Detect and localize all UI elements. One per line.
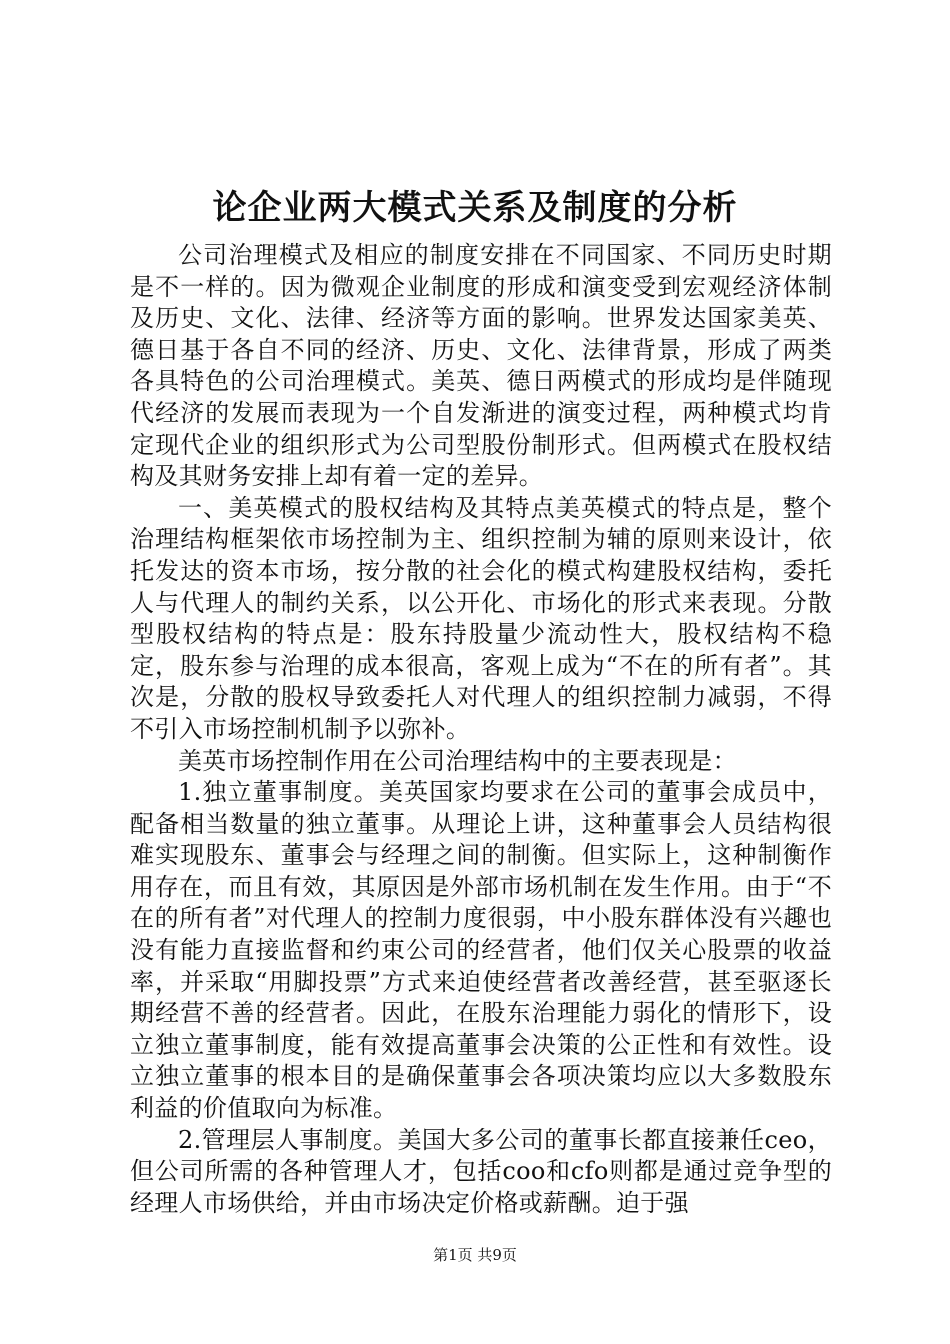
paragraph-independent-directors: 1.独立董事制度。美英国家均要求在公司的董事会成员中，配备相当数量的独立董事。从理论上讲，这种董事会人员结构很难实现股东、董事会与经理之间的制衡。但实际上，这种制衡作用存在，而且有效，其原因是外部市场机制在发生作用。由于“不在的所有者”对代理人的控制力度很弱，中小股东群体没有兴趣也没有能力直接监督和约束公司的经营者，他们仅关心股票的收益率，并采取“用脚投票”方式来迫使经营者改善经营，甚至驱逐长期经营不善的经营者。因此，在股东治理能力弱化的情形下，设立独立董事制度，能有效提高董事会决策的公正性和有效性。设立独立董事的根本目的是确保董事会各项决策均应以大多数股东利益的价值取向为标准。 bbox=[130, 778, 832, 1123]
document-title: 论企业两大模式关系及制度的分析 bbox=[212, 188, 738, 228]
page-number-footer: 第1页 共9页 bbox=[433, 1246, 517, 1264]
document-body bbox=[130, 240, 832, 1219]
paragraph-management-personnel: 2.管理层人事制度。美国大多公司的董事长都直接兼任ceo，但公司所需的各种管理人才，包括coo和cfo则都是通过竞争型的经理人市场供给，并由市场决定价格或薪酬。迫于强 bbox=[130, 1125, 832, 1217]
paragraph-market-control: 美英市场控制作用在公司治理结构中的主要表现是： bbox=[178, 746, 737, 775]
paragraph-section-1: 一、美英模式的股权结构及其特点美英模式的特点是，整个治理结构框架依市场控制为主、组织控制为辅的原则来设计，依托发达的资本市场，按分散的社会化的模式构建股权结构，委托人与代理人的制约关系，以公开化、市场化的形式来表现。分散型股权结构的特点是：股东持股量少流动性大，股权结构不稳定，股东参与治理的成本很高，客观上成为“不在的所有者”。其次是，分散的股权导致委托人对代理人的组织控制力减弱，不得不引入市场控制机制予以弥补。 bbox=[130, 493, 832, 743]
paragraph-intro: 公司治理模式及相应的制度安排在不同国家、不同历史时期是不一样的。因为微观企业制度的形成和演变受到宏观经济体制及历史、文化、法律、经济等方面的影响。世界发达国家美英、德日基于各自不同的经济、历史、文化、法律背景，形成了两类各具特色的公司治理模式。美英、德日两模式的形成均是伴随现代经济的发展而表现为一个自发渐进的演变过程，两种模式均肯定现代企业的组织形式为公司型股份制形式。但两模式在股权结构及其财务安排上却有着一定的差异。 bbox=[130, 241, 832, 491]
